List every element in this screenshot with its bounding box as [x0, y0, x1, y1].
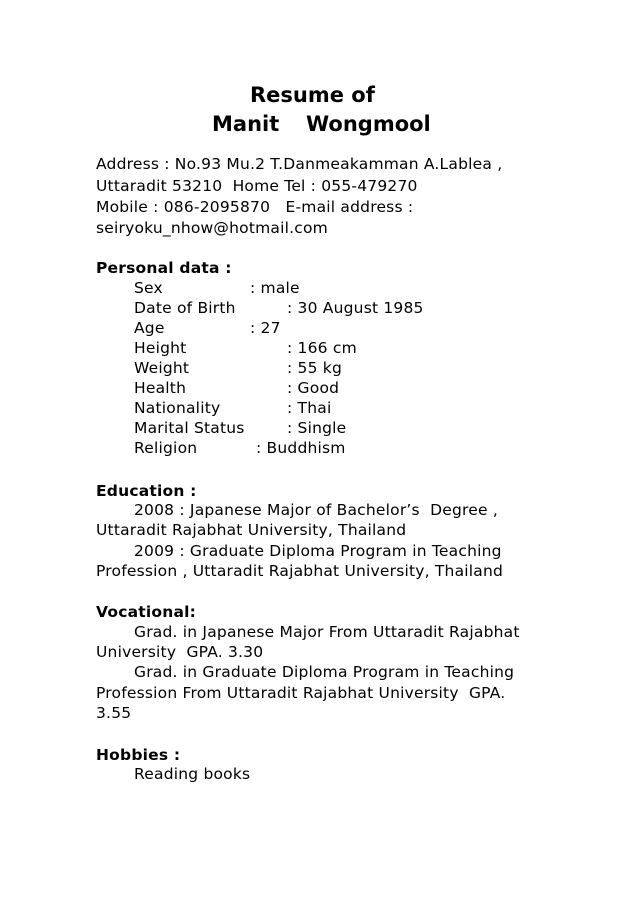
mobile-email-line: Mobile : 086-2095870 E-mail address : [96, 198, 414, 216]
education-heading: Education : [96, 482, 197, 500]
religion-value: : Buddhism [256, 439, 346, 457]
vocational-line-1: Grad. in Japanese Major From Uttaradit Rajabhat [134, 623, 520, 641]
nationality-label: Nationality [134, 399, 221, 417]
weight-label: Weight [134, 359, 190, 377]
weight-value: : 55 kg [287, 359, 343, 377]
vocational-heading: Vocational: [96, 603, 197, 621]
health-value: : Good [287, 379, 340, 397]
address-line-1: Address : No.93 Mu.2 T.Danmeakamman A.Lablea , [96, 155, 503, 173]
height-label: Height [134, 339, 187, 357]
hobbies-heading: Hobbies : [96, 746, 181, 764]
sex-label: Sex [134, 279, 163, 297]
vocational-line-5: 3.55 [96, 704, 132, 722]
hobby-item: Reading books [134, 765, 251, 783]
dob-value: : 30 August 1985 [287, 299, 424, 317]
sex-value: : male [250, 279, 300, 297]
applicant-last-name: Wongmool [306, 112, 431, 136]
height-value: : 166 cm [287, 339, 357, 357]
nationality-value: : Thai [287, 399, 332, 417]
address-line-2: Uttaradit 53210 Home Tel : 055-479270 [96, 177, 418, 195]
resume-title: Resume of [250, 83, 375, 107]
education-line-1: 2008 : Japanese Major of Bachelor’s Degree , [134, 501, 498, 519]
personal-data-heading: Personal data : [96, 259, 232, 277]
age-value: : 27 [250, 319, 281, 337]
marital-status-label: Marital Status [134, 419, 245, 437]
vocational-line-4: Profession From Uttaradit Rajabhat University GPA. [96, 684, 506, 702]
vocational-line-2: University GPA. 3.30 [96, 643, 264, 661]
age-label: Age [134, 319, 165, 337]
email-address: seiryoku_nhow@hotmail.com [96, 219, 328, 237]
education-line-2: Uttaradit Rajabhat University, Thailand [96, 521, 407, 539]
marital-status-value: : Single [287, 419, 347, 437]
vocational-line-3: Grad. in Graduate Diploma Program in Teaching [134, 663, 515, 681]
education-line-3: 2009 : Graduate Diploma Program in Teaching [134, 542, 502, 560]
dob-label: Date of Birth [134, 299, 236, 317]
applicant-first-name: Manit [212, 112, 280, 136]
education-line-4: Profession , Uttaradit Rajabhat University, Thailand [96, 562, 504, 580]
health-label: Health [134, 379, 187, 397]
religion-label: Religion [134, 439, 198, 457]
